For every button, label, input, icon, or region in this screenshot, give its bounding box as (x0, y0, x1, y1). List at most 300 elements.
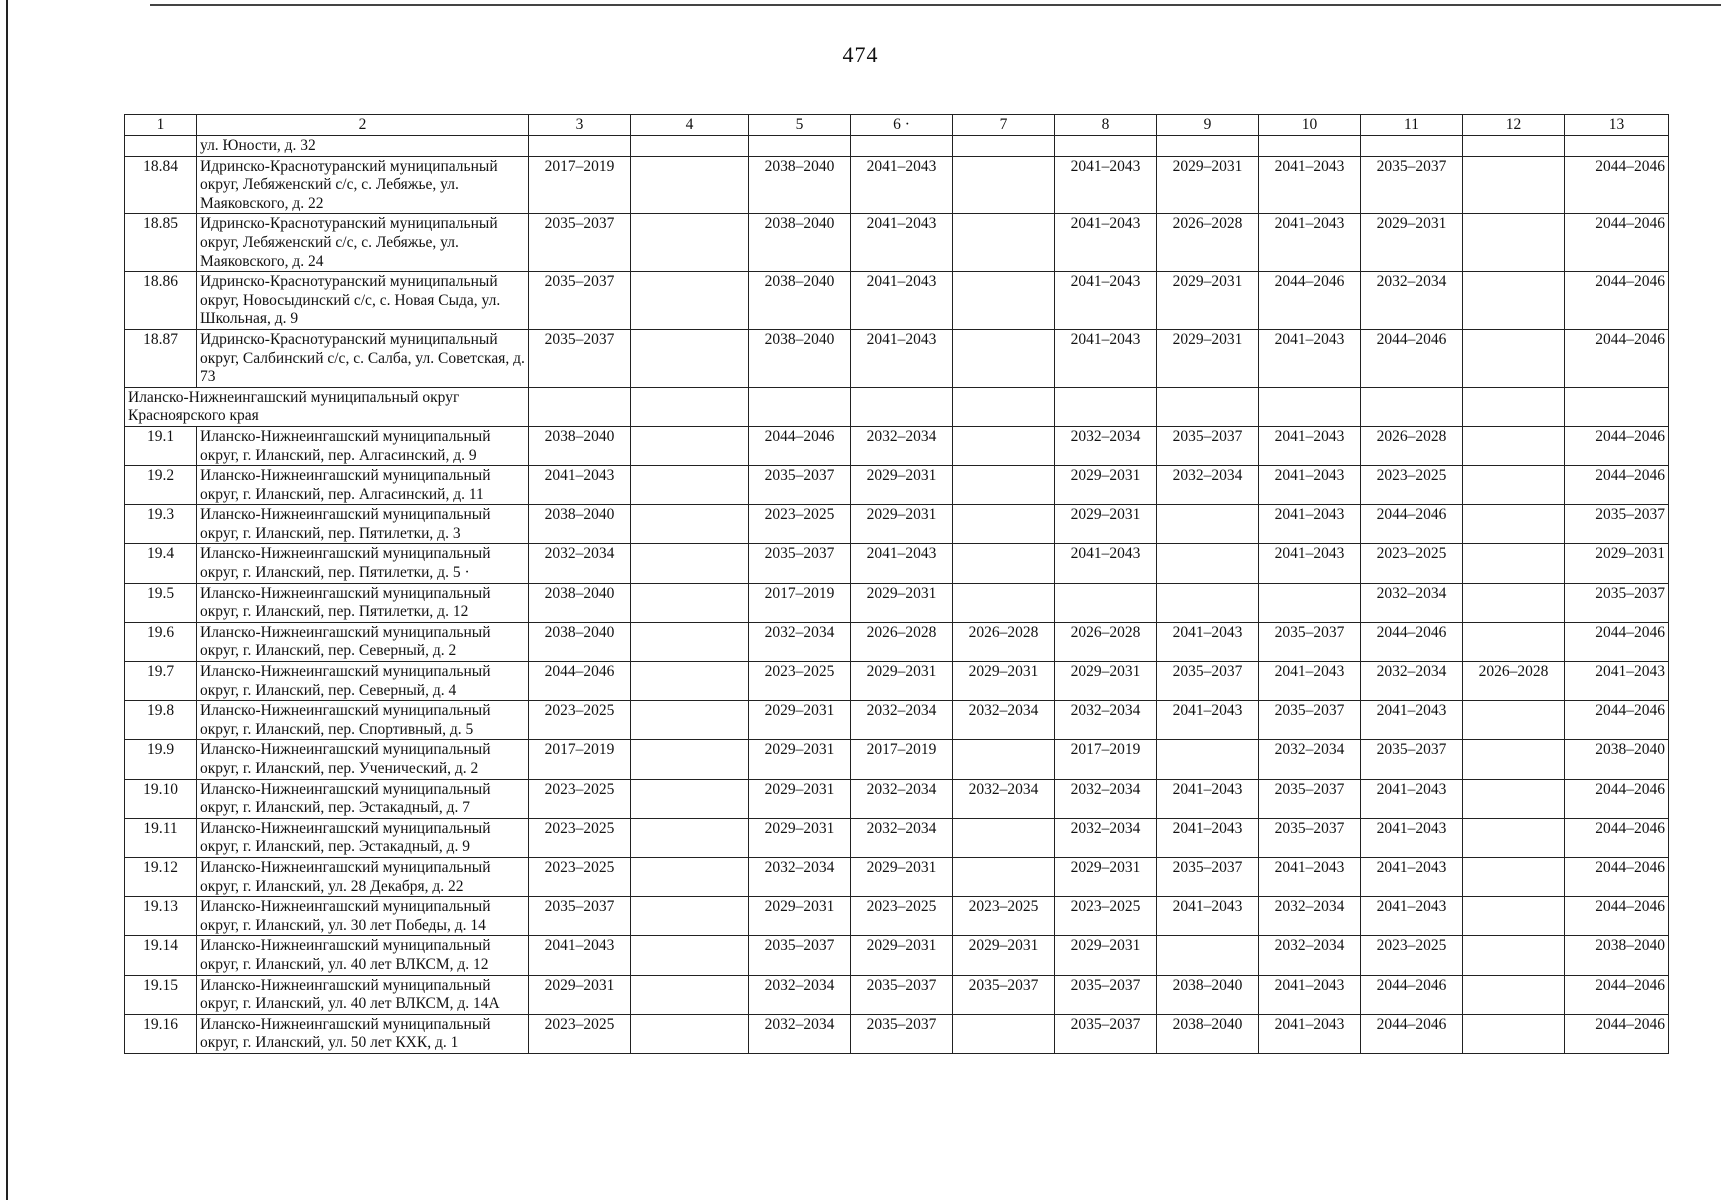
period-cell-col-13: 2044–2046 (1565, 857, 1669, 896)
page-number: 474 (842, 42, 879, 67)
period-cell-col-6: 2032–2034 (851, 818, 953, 857)
period-cell-col-10: 2041–2043 (1259, 426, 1361, 465)
period-cell-col-8: 2035–2037 (1055, 1014, 1157, 1053)
period-cell-col-4 (631, 975, 749, 1014)
period-cell-col-5: 2038–2040 (749, 329, 851, 387)
row-number: 18.87 (125, 329, 197, 387)
period-cell-col-10: 2041–2043 (1259, 466, 1361, 505)
column-header-5: 5 (749, 115, 851, 136)
period-cell-col-11 (1361, 136, 1463, 157)
column-header-2: 2 (197, 115, 529, 136)
address-cell: Иланско-Нижнеингашский муниципальный округ, г. Иланский, пер. Пятилетки, д. 3 (197, 505, 529, 544)
period-cell-col-6: 2023–2025 (851, 897, 953, 936)
row-number: 19.3 (125, 505, 197, 544)
column-header-7: 7 (953, 115, 1055, 136)
period-cell-col-13: 2044–2046 (1565, 779, 1669, 818)
period-cell-col-10: 2041–2043 (1259, 662, 1361, 701)
period-cell-col-7: 2023–2025 (953, 897, 1055, 936)
row-number: 19.1 (125, 426, 197, 465)
table-row (125, 740, 1669, 779)
period-cell-col-13: 2044–2046 (1565, 466, 1669, 505)
column-header-4: 4 (631, 115, 749, 136)
period-cell-col-11: 2041–2043 (1361, 897, 1463, 936)
table-row (125, 936, 1669, 975)
address-cell: Иланско-Нижнеингашский муниципальный округ, г. Иланский, пер. Алгасинский, д. 11 (197, 466, 529, 505)
period-cell-col-11: 2035–2037 (1361, 740, 1463, 779)
period-cell-col-3: 2023–2025 (529, 701, 631, 740)
empty-cell (1259, 387, 1361, 426)
period-cell-col-3: 2023–2025 (529, 818, 631, 857)
period-cell-col-11: 2041–2043 (1361, 779, 1463, 818)
period-cell-col-12 (1463, 701, 1565, 740)
period-cell-col-9 (1157, 936, 1259, 975)
table-row (125, 466, 1669, 505)
period-cell-col-13: 2041–2043 (1565, 662, 1669, 701)
period-cell-col-3: 2044–2046 (529, 662, 631, 701)
row-number: 19.12 (125, 857, 197, 896)
period-cell-col-12 (1463, 622, 1565, 661)
table-row (125, 857, 1669, 896)
period-cell-col-13: 2044–2046 (1565, 622, 1669, 661)
table-row (125, 662, 1669, 701)
period-cell-col-13 (1565, 136, 1669, 157)
period-cell-col-10: 2041–2043 (1259, 156, 1361, 214)
row-number: 18.86 (125, 272, 197, 330)
period-cell-col-4 (631, 505, 749, 544)
period-cell-col-6: 2041–2043 (851, 272, 953, 330)
period-cell-col-4 (631, 779, 749, 818)
period-cell-col-5: 2044–2046 (749, 426, 851, 465)
table-row (125, 156, 1669, 214)
address-cell: Иланско-Нижнеингашский муниципальный округ, г. Иланский, пер. Спортивный, д. 5 (197, 701, 529, 740)
period-cell-col-4 (631, 214, 749, 272)
column-header-13: 13 (1565, 115, 1669, 136)
column-header-8: 8 (1055, 115, 1157, 136)
address-cell: Иланско-Нижнеингашский муниципальный округ, г. Иланский, пер. Пятилетки, д. 12 (197, 583, 529, 622)
period-cell-col-8: 2029–2031 (1055, 857, 1157, 896)
period-cell-col-13: 2044–2046 (1565, 701, 1669, 740)
period-cell-col-9: 2041–2043 (1157, 818, 1259, 857)
period-cell-col-8: 2041–2043 (1055, 329, 1157, 387)
period-cell-col-10: 2032–2034 (1259, 897, 1361, 936)
period-cell-col-7 (953, 156, 1055, 214)
period-cell-col-5: 2029–2031 (749, 701, 851, 740)
column-header-11: 11 (1361, 115, 1463, 136)
period-cell-col-7 (953, 466, 1055, 505)
period-cell-col-6: 2029–2031 (851, 583, 953, 622)
empty-cell (631, 387, 749, 426)
period-cell-col-6: 2029–2031 (851, 857, 953, 896)
period-cell-col-5: 2035–2037 (749, 466, 851, 505)
period-cell-col-7 (953, 583, 1055, 622)
period-cell-col-13: 2035–2037 (1565, 505, 1669, 544)
period-cell-col-7: 2026–2028 (953, 622, 1055, 661)
row-number: 19.8 (125, 701, 197, 740)
address-cell: Иланско-Нижнеингашский муниципальный округ, г. Иланский, ул. 30 лет Победы, д. 14 (197, 897, 529, 936)
period-cell-col-9: 2038–2040 (1157, 975, 1259, 1014)
period-cell-col-8: 2032–2034 (1055, 426, 1157, 465)
period-cell-col-6: 2041–2043 (851, 214, 953, 272)
address-cell: Идринско-Краснотуранский муниципальный округ, Новосыдинский с/с, с. Новая Сыда, ул. Школьная, д. 9 (197, 272, 529, 330)
period-cell-col-8: 2029–2031 (1055, 662, 1157, 701)
row-number: 19.10 (125, 779, 197, 818)
period-cell-col-9: 2029–2031 (1157, 156, 1259, 214)
empty-cell (529, 387, 631, 426)
period-cell-col-13: 2044–2046 (1565, 1014, 1669, 1053)
period-cell-col-9: 2038–2040 (1157, 1014, 1259, 1053)
period-cell-col-11: 2044–2046 (1361, 505, 1463, 544)
period-cell-col-8: 2026–2028 (1055, 622, 1157, 661)
period-cell-col-10 (1259, 136, 1361, 157)
row-number: 19.13 (125, 897, 197, 936)
row-number: 19.7 (125, 662, 197, 701)
column-header-6: 6 · (851, 115, 953, 136)
address-cell: Иланско-Нижнеингашский муниципальный округ, г. Иланский, пер. Эстакадный, д. 7 (197, 779, 529, 818)
period-cell-col-11: 2029–2031 (1361, 214, 1463, 272)
table-row (125, 544, 1669, 583)
period-cell-col-5: 2029–2031 (749, 779, 851, 818)
period-cell-col-8: 2017–2019 (1055, 740, 1157, 779)
period-cell-col-3: 2038–2040 (529, 505, 631, 544)
period-cell-col-10: 2041–2043 (1259, 1014, 1361, 1053)
period-cell-col-10: 2041–2043 (1259, 857, 1361, 896)
period-cell-col-9: 2041–2043 (1157, 897, 1259, 936)
table-row (125, 214, 1669, 272)
section-header-row (125, 387, 1669, 426)
period-cell-col-12 (1463, 583, 1565, 622)
period-cell-col-10: 2035–2037 (1259, 622, 1361, 661)
row-number: 19.9 (125, 740, 197, 779)
period-cell-col-10: 2035–2037 (1259, 779, 1361, 818)
period-cell-col-13: 2038–2040 (1565, 740, 1669, 779)
period-cell-col-6: 2035–2037 (851, 1014, 953, 1053)
period-cell-col-4 (631, 583, 749, 622)
period-cell-col-8: 2032–2034 (1055, 701, 1157, 740)
period-cell-col-4 (631, 897, 749, 936)
period-cell-col-7: 2035–2037 (953, 975, 1055, 1014)
column-header-9: 9 (1157, 115, 1259, 136)
table-row (125, 1014, 1669, 1053)
period-cell-col-3: 2035–2037 (529, 897, 631, 936)
period-cell-col-13: 2044–2046 (1565, 156, 1669, 214)
row-number: 19.16 (125, 1014, 197, 1053)
column-header-3: 3 (529, 115, 631, 136)
period-cell-col-8: 2029–2031 (1055, 505, 1157, 544)
period-cell-col-10: 2041–2043 (1259, 329, 1361, 387)
period-cell-col-13: 2044–2046 (1565, 897, 1669, 936)
row-number: 18.84 (125, 156, 197, 214)
address-cell: ул. Юности, д. 32 (197, 136, 529, 157)
period-cell-col-7 (953, 136, 1055, 157)
period-cell-col-8 (1055, 583, 1157, 622)
table-row (125, 583, 1669, 622)
period-cell-col-13: 2044–2046 (1565, 272, 1669, 330)
table-row (125, 897, 1669, 936)
period-cell-col-4 (631, 740, 749, 779)
period-cell-col-13: 2029–2031 (1565, 544, 1669, 583)
period-cell-col-4 (631, 272, 749, 330)
period-cell-col-13: 2044–2046 (1565, 329, 1669, 387)
table-row (125, 505, 1669, 544)
address-cell: Иланско-Нижнеингашский муниципальный округ, г. Иланский, пер. Ученический, д. 2 (197, 740, 529, 779)
period-cell-col-6: 2041–2043 (851, 544, 953, 583)
period-cell-col-8: 2032–2034 (1055, 779, 1157, 818)
period-cell-col-12: 2026–2028 (1463, 662, 1565, 701)
period-cell-col-7 (953, 740, 1055, 779)
period-cell-col-8: 2041–2043 (1055, 156, 1157, 214)
empty-cell (749, 387, 851, 426)
period-cell-col-6: 2035–2037 (851, 975, 953, 1014)
column-header-10: 10 (1259, 115, 1361, 136)
period-cell-col-5: 2032–2034 (749, 1014, 851, 1053)
table-row (125, 329, 1669, 387)
period-cell-col-13: 2044–2046 (1565, 818, 1669, 857)
period-cell-col-4 (631, 156, 749, 214)
period-cell-col-8: 2041–2043 (1055, 272, 1157, 330)
section-label: Иланско-Нижнеингашский муниципальный округ Красноярского края (125, 387, 529, 426)
period-cell-col-10: 2032–2034 (1259, 740, 1361, 779)
period-cell-col-5: 2023–2025 (749, 505, 851, 544)
empty-cell (1361, 387, 1463, 426)
period-cell-col-12 (1463, 272, 1565, 330)
period-cell-col-3: 2035–2037 (529, 272, 631, 330)
period-cell-col-10: 2041–2043 (1259, 544, 1361, 583)
period-cell-col-9: 2035–2037 (1157, 857, 1259, 896)
period-cell-col-3: 2029–2031 (529, 975, 631, 1014)
period-cell-col-7 (953, 505, 1055, 544)
period-cell-col-11: 2044–2046 (1361, 975, 1463, 1014)
period-cell-col-11: 2032–2034 (1361, 583, 1463, 622)
period-cell-col-11: 2023–2025 (1361, 936, 1463, 975)
period-cell-col-6: 2032–2034 (851, 779, 953, 818)
period-cell-col-7: 2032–2034 (953, 701, 1055, 740)
period-cell-col-11: 2041–2043 (1361, 701, 1463, 740)
period-cell-col-4 (631, 662, 749, 701)
period-cell-col-9 (1157, 136, 1259, 157)
period-cell-col-11: 2035–2037 (1361, 156, 1463, 214)
period-cell-col-7 (953, 1014, 1055, 1053)
period-cell-col-3: 2041–2043 (529, 466, 631, 505)
period-cell-col-3: 2038–2040 (529, 426, 631, 465)
period-cell-col-3: 2023–2025 (529, 779, 631, 818)
period-cell-col-7 (953, 544, 1055, 583)
period-cell-col-10: 2041–2043 (1259, 975, 1361, 1014)
period-cell-col-9 (1157, 505, 1259, 544)
period-cell-col-6: 2029–2031 (851, 662, 953, 701)
period-cell-col-12 (1463, 136, 1565, 157)
period-cell-col-10: 2041–2043 (1259, 214, 1361, 272)
period-cell-col-6: 2029–2031 (851, 505, 953, 544)
period-cell-col-12 (1463, 505, 1565, 544)
period-cell-col-7: 2032–2034 (953, 779, 1055, 818)
period-cell-col-6: 2032–2034 (851, 701, 953, 740)
table-row (125, 136, 1669, 157)
period-cell-col-10: 2044–2046 (1259, 272, 1361, 330)
period-cell-col-8: 2032–2034 (1055, 818, 1157, 857)
address-cell: Иланско-Нижнеингашский муниципальный округ, г. Иланский, пер. Алгасинский, д. 9 (197, 426, 529, 465)
period-cell-col-11: 2041–2043 (1361, 818, 1463, 857)
period-cell-col-3: 2017–2019 (529, 740, 631, 779)
period-cell-col-8: 2041–2043 (1055, 214, 1157, 272)
scan-edge-top (150, 4, 1721, 6)
period-cell-col-12 (1463, 897, 1565, 936)
period-cell-col-11: 2044–2046 (1361, 622, 1463, 661)
period-cell-col-4 (631, 136, 749, 157)
period-cell-col-12 (1463, 740, 1565, 779)
period-cell-col-9: 2029–2031 (1157, 272, 1259, 330)
address-cell: Иланско-Нижнеингашский муниципальный округ, г. Иланский, ул. 28 Декабря, д. 22 (197, 857, 529, 896)
row-number: 19.15 (125, 975, 197, 1014)
period-cell-col-12 (1463, 936, 1565, 975)
period-cell-col-9 (1157, 740, 1259, 779)
address-cell: Иланско-Нижнеингашский муниципальный округ, г. Иланский, ул. 40 лет ВЛКСМ, д. 14А (197, 975, 529, 1014)
period-cell-col-3: 2038–2040 (529, 583, 631, 622)
empty-cell (851, 387, 953, 426)
period-cell-col-8: 2029–2031 (1055, 936, 1157, 975)
period-cell-col-7 (953, 214, 1055, 272)
period-cell-col-9: 2041–2043 (1157, 779, 1259, 818)
period-cell-col-5: 2029–2031 (749, 897, 851, 936)
period-cell-col-12 (1463, 779, 1565, 818)
period-cell-col-12 (1463, 975, 1565, 1014)
period-cell-col-8: 2029–2031 (1055, 466, 1157, 505)
period-cell-col-12 (1463, 156, 1565, 214)
row-number: 19.5 (125, 583, 197, 622)
period-cell-col-4 (631, 466, 749, 505)
period-cell-col-12 (1463, 857, 1565, 896)
period-cell-col-4 (631, 936, 749, 975)
period-cell-col-11: 2023–2025 (1361, 466, 1463, 505)
period-cell-col-8 (1055, 136, 1157, 157)
period-cell-col-5: 2023–2025 (749, 662, 851, 701)
period-cell-col-6: 2017–2019 (851, 740, 953, 779)
period-cell-col-9: 2032–2034 (1157, 466, 1259, 505)
period-cell-col-9 (1157, 544, 1259, 583)
row-number: 19.4 (125, 544, 197, 583)
row-number: 19.14 (125, 936, 197, 975)
period-cell-col-5: 2032–2034 (749, 857, 851, 896)
schedule-table (124, 114, 1669, 1054)
period-cell-col-7 (953, 329, 1055, 387)
address-cell: Идринско-Краснотуранский муниципальный округ, Лебяженский с/с, с. Лебяжье, ул. Маяковского, д. 24 (197, 214, 529, 272)
address-cell: Иланско-Нижнеингашский муниципальный округ, г. Иланский, пер. Эстакадный, д. 9 (197, 818, 529, 857)
address-cell: Иланско-Нижнеингашский муниципальный округ, г. Иланский, пер. Пятилетки, д. 5 · (197, 544, 529, 583)
empty-cell (1565, 387, 1669, 426)
period-cell-col-13: 2044–2046 (1565, 975, 1669, 1014)
period-cell-col-7 (953, 272, 1055, 330)
period-cell-col-9: 2029–2031 (1157, 329, 1259, 387)
address-cell: Иланско-Нижнеингашский муниципальный округ, г. Иланский, ул. 50 лет КХК, д. 1 (197, 1014, 529, 1053)
period-cell-col-13: 2044–2046 (1565, 214, 1669, 272)
period-cell-col-6: 2029–2031 (851, 466, 953, 505)
period-cell-col-3: 2023–2025 (529, 857, 631, 896)
table-row (125, 701, 1669, 740)
period-cell-col-6: 2026–2028 (851, 622, 953, 661)
address-cell: Иланско-Нижнеингашский муниципальный округ, г. Иланский, пер. Северный, д. 4 (197, 662, 529, 701)
period-cell-col-6: 2041–2043 (851, 156, 953, 214)
period-cell-col-3: 2041–2043 (529, 936, 631, 975)
period-cell-col-11: 2032–2034 (1361, 662, 1463, 701)
period-cell-col-4 (631, 544, 749, 583)
period-cell-col-4 (631, 857, 749, 896)
period-cell-col-10: 2035–2037 (1259, 818, 1361, 857)
period-cell-col-12 (1463, 1014, 1565, 1053)
period-cell-col-3: 2017–2019 (529, 156, 631, 214)
period-cell-col-9: 2026–2028 (1157, 214, 1259, 272)
period-cell-col-9: 2035–2037 (1157, 426, 1259, 465)
period-cell-col-5 (749, 136, 851, 157)
row-number: 19.2 (125, 466, 197, 505)
period-cell-col-4 (631, 622, 749, 661)
period-cell-col-11: 2032–2034 (1361, 272, 1463, 330)
empty-cell (953, 387, 1055, 426)
period-cell-col-12 (1463, 329, 1565, 387)
table-row (125, 779, 1669, 818)
column-header-1: 1 (125, 115, 197, 136)
row-number: 18.85 (125, 214, 197, 272)
period-cell-col-3: 2023–2025 (529, 1014, 631, 1053)
table-row (125, 975, 1669, 1014)
table-row (125, 272, 1669, 330)
address-cell: Иланско-Нижнеингашский муниципальный округ, г. Иланский, ул. 40 лет ВЛКСМ, д. 12 (197, 936, 529, 975)
period-cell-col-12 (1463, 214, 1565, 272)
period-cell-col-9: 2041–2043 (1157, 701, 1259, 740)
empty-cell (1463, 387, 1565, 426)
period-cell-col-10: 2032–2034 (1259, 936, 1361, 975)
period-cell-col-6 (851, 136, 953, 157)
table-row (125, 426, 1669, 465)
period-cell-col-10: 2035–2037 (1259, 701, 1361, 740)
period-cell-col-8: 2023–2025 (1055, 897, 1157, 936)
column-header-row (125, 115, 1669, 136)
period-cell-col-13: 2038–2040 (1565, 936, 1669, 975)
period-cell-col-3 (529, 136, 631, 157)
period-cell-col-11: 2041–2043 (1361, 857, 1463, 896)
period-cell-col-5: 2029–2031 (749, 740, 851, 779)
address-cell: Иланско-Нижнеингашский муниципальный округ, г. Иланский, пер. Северный, д. 2 (197, 622, 529, 661)
period-cell-col-5: 2029–2031 (749, 818, 851, 857)
period-cell-col-6: 2029–2031 (851, 936, 953, 975)
period-cell-col-7 (953, 818, 1055, 857)
empty-cell (1157, 387, 1259, 426)
period-cell-col-5: 2032–2034 (749, 975, 851, 1014)
period-cell-col-9 (1157, 583, 1259, 622)
period-cell-col-8: 2041–2043 (1055, 544, 1157, 583)
period-cell-col-5: 2035–2037 (749, 544, 851, 583)
period-cell-col-5: 2038–2040 (749, 214, 851, 272)
period-cell-col-7: 2029–2031 (953, 936, 1055, 975)
empty-cell (1055, 387, 1157, 426)
period-cell-col-3: 2032–2034 (529, 544, 631, 583)
period-cell-col-5: 2032–2034 (749, 622, 851, 661)
period-cell-col-10: 2041–2043 (1259, 505, 1361, 544)
period-cell-col-6: 2041–2043 (851, 329, 953, 387)
period-cell-col-12 (1463, 544, 1565, 583)
period-cell-col-13: 2035–2037 (1565, 583, 1669, 622)
period-cell-col-12 (1463, 818, 1565, 857)
scan-edge-left (6, 0, 8, 1200)
period-cell-col-12 (1463, 466, 1565, 505)
period-cell-col-11: 2023–2025 (1361, 544, 1463, 583)
period-cell-col-12 (1463, 426, 1565, 465)
period-cell-col-3: 2035–2037 (529, 214, 631, 272)
period-cell-col-11: 2044–2046 (1361, 1014, 1463, 1053)
period-cell-col-7: 2029–2031 (953, 662, 1055, 701)
period-cell-col-4 (631, 818, 749, 857)
period-cell-col-5: 2035–2037 (749, 936, 851, 975)
period-cell-col-4 (631, 1014, 749, 1053)
period-cell-col-5: 2038–2040 (749, 156, 851, 214)
